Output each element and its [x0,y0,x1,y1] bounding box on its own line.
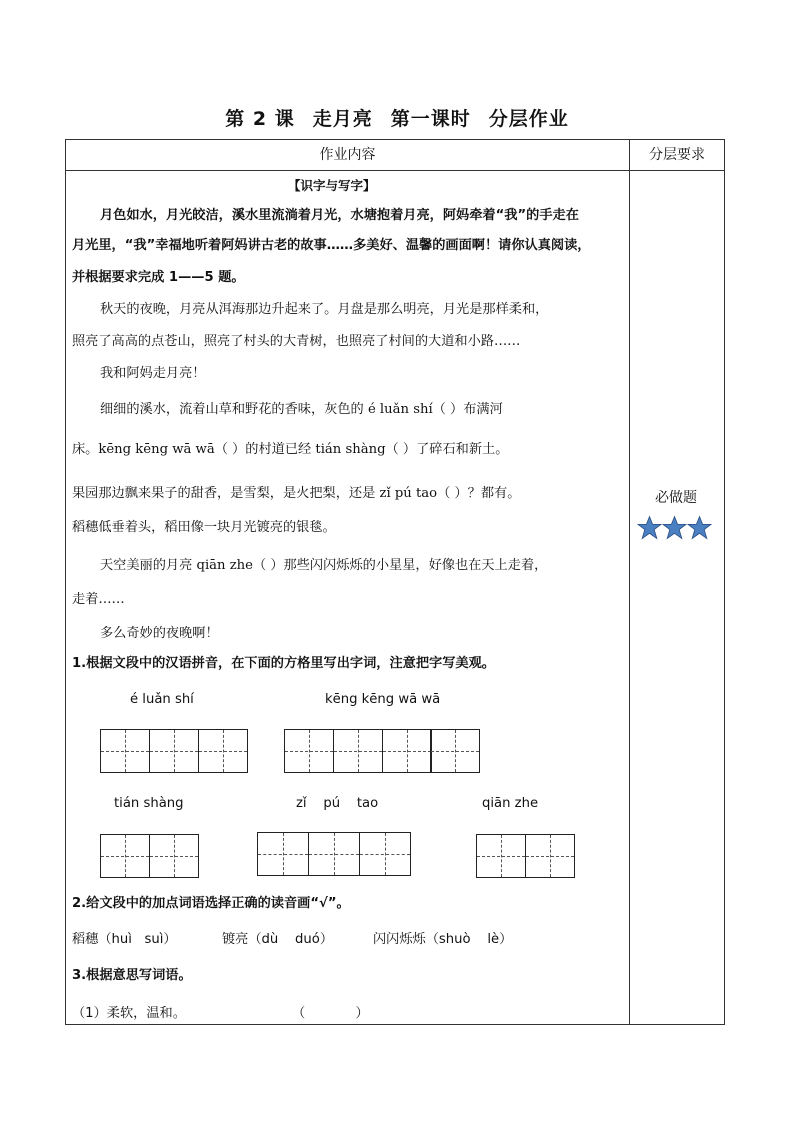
lesson-period: 第一课时 [390,108,471,130]
question-2-prompt: 2.给文段中的加点词语选择正确的读音画“√”。 [72,896,350,911]
writing-cell[interactable] [308,832,360,876]
pinyin-label-5: qiān zhe [482,796,539,811]
section-heading: 【识字与写字】 [288,178,376,193]
question-1-prompt: 1.根据文段中的汉语拼音，在下面的方格里写出字词，注意把字写美观。 [72,656,495,671]
question-3-answer-blank[interactable]: （ ） [292,1006,369,1021]
table-column-divider [629,139,630,1025]
passage-p4-line1: 果园那边飘来果子的甜香，是雪梨，是火把梨，还是 zǐ pú tao（ ）？都有。 [72,486,521,501]
pinyin-label-3: tián shàng [114,796,184,811]
lesson-name: 走月亮 [312,108,373,130]
difficulty-stars [637,515,712,540]
table-border-left [65,139,66,1025]
writing-cell[interactable] [284,729,334,773]
passage-p3-line1: 细细的溪水，流着山草和野花的香味，灰色的 é luǎn shí（ ）布满河 [100,402,503,417]
page-title [0,104,794,131]
intro-line-2: 月光里，“我”幸福地听着阿妈讲古老的故事……多美好、温馨的画面啊！请你认真阅读， [72,238,591,253]
pinyin-label-4: zǐ pú tao [296,796,379,811]
pinyin-label-2: kēng kēng wā wā [325,692,441,707]
writing-cell[interactable] [359,832,411,876]
writing-cell[interactable] [333,729,383,773]
answer-grid-3[interactable] [100,834,198,878]
passage-p1-line2: 照亮了高高的点苍山，照亮了村头的大青树，也照亮了村间的大道和小路…… [72,334,521,349]
question-3-item-1: （1）柔软，温和。 [72,1006,186,1021]
passage-p1-line1: 秋天的夜晚，月亮从洱海那边升起来了。月盘是那么明亮，月光是那样柔和， [100,302,549,317]
passage-p3-line2: 床。kēng kēng wā wā（ ）的村道已经 tián shàng（ ）了碎石和新土。 [72,442,509,457]
writing-cell[interactable] [382,729,432,773]
assignment-type: 分层作业 [488,108,569,130]
question-3-prompt: 3.根据意思写词语。 [72,968,192,983]
answer-grid-5[interactable] [476,834,574,878]
requirement-column-header: 分层要求 [649,147,705,163]
passage-p6: 多么奇妙的夜晚啊！ [100,626,219,641]
writing-cell[interactable] [430,729,480,773]
writing-cell[interactable] [257,832,309,876]
intro-line-3: 并根据要求完成 1——5 题。 [72,270,245,285]
writing-cell[interactable] [198,729,248,773]
answer-grid-2[interactable] [284,729,479,773]
passage-p2: 我和阿妈走月亮！ [100,366,206,381]
writing-cell[interactable] [476,834,526,878]
passage-p5-line1: 天空美丽的月亮 qiān zhe（ ）那些闪闪烁烁的小星星，好像也在天上走着， [100,558,548,573]
answer-grid-1[interactable] [100,729,246,773]
passage-p5-line2: 走着…… [72,592,125,607]
pinyin-label-1: é luǎn shí [130,692,194,707]
star-icon [687,515,712,540]
star-icon [662,515,687,540]
table-border-right [724,139,725,1025]
intro-line-1: 月色如水，月光皎洁，溪水里流淌着月光，水塘抱着月亮，阿妈牵着“我”的手走在 [100,208,579,223]
writing-cell[interactable] [149,729,199,773]
content-column-header: 作业内容 [319,147,376,163]
lesson-number: 第 2 课 [225,108,295,130]
pronunciation-option-3: 闪闪烁烁（shuò lè） [373,932,513,947]
writing-cell[interactable] [525,834,575,878]
requirement-label: 必做题 [655,490,697,506]
pronunciation-option-1: 稻穗（huì suì） [72,932,177,947]
writing-cell[interactable] [149,834,199,878]
passage-p4-line2: 稻穗低垂着头，稻田像一块月光镀亮的银毯。 [72,520,336,535]
table-header-divider [65,170,725,171]
star-icon [637,515,662,540]
table-border-bottom [65,1024,725,1025]
answer-grid-4[interactable] [257,832,409,876]
writing-cell[interactable] [100,834,150,878]
pronunciation-option-2: 镀亮（dù duó） [222,932,334,947]
writing-cell[interactable] [100,729,150,773]
